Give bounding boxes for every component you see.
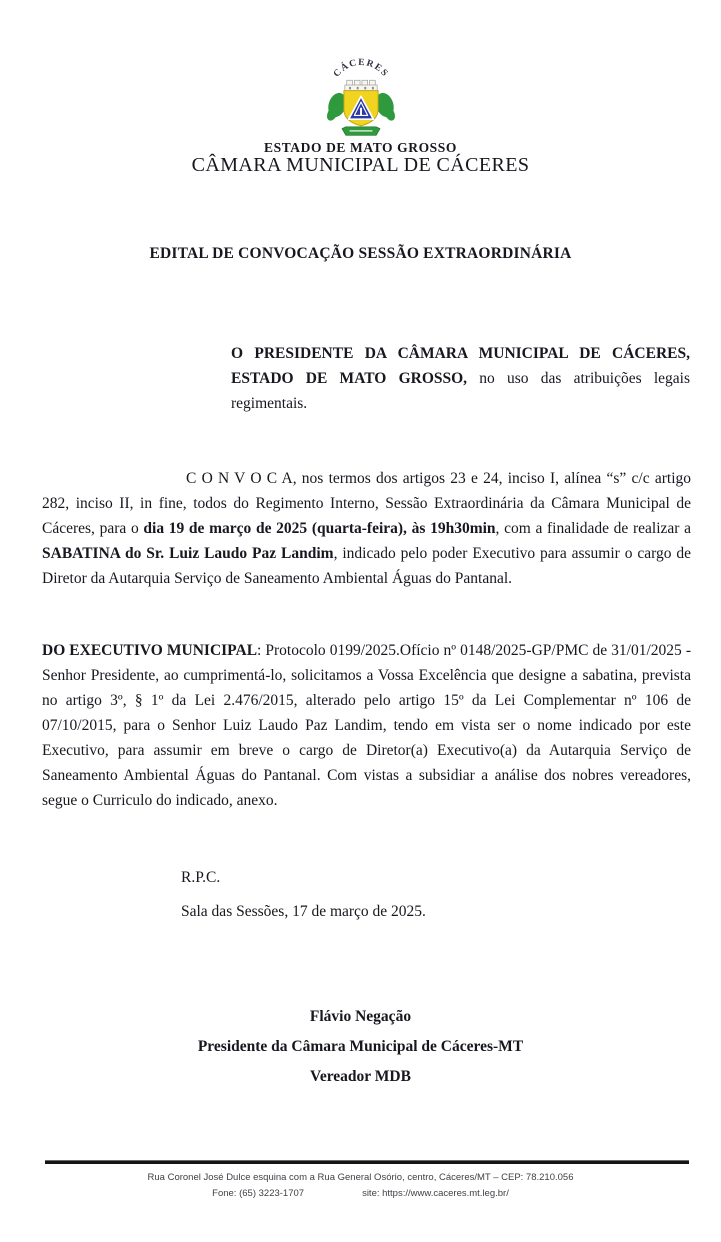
signer-name: Flávio Negação [309,1008,412,1025]
footer-address: Rua Coronel José Dulce esquina com a Rua General Osório, centro, Cáceres/MT – CEP: 78.210.056 [147,1172,574,1183]
crest-svg [323,47,399,142]
initials: R.P.C. [181,869,221,886]
crest-obelisk [360,108,362,116]
crest-banner [342,127,380,136]
organization-name: CÂMARA MUNICIPAL DE CÁCERES [191,154,530,176]
document-title: EDITAL DE CONVOCAÇÃO SESSÃO EXTRAORDINÁRIA [149,245,572,262]
footer-divider [45,1160,689,1164]
crest-crown [344,80,376,90]
caceres-coat-of-arms-icon [323,47,399,147]
crest-arc-text: CÁCERES [331,57,390,80]
state-header: ESTADO DE MATO GROSSO [263,140,457,155]
place-date-line: Sala das Sessões, 17 de março de 2025. [181,903,426,920]
footer-site-link: site: https://www.caceres.mt.leg.br/ [362,1188,509,1199]
footer [0,1170,721,1202]
footer-phone: Fone: (65) 3223-1707 [212,1188,305,1199]
signer-party: Vereador MDB [310,1068,411,1085]
convocation-paragraph: C O N V O C A, nos termos dos artigos 23 e 24, inciso I, alínea “s” c/c artigo 282, inciso II, in fine, todos do Regimento Interno, Sessão Extraordinária da Câmara Municipal de Cáceres, para o dia 19 de março de 2025 (quarta-feira), às 19h30min, com a finalidade de realizar a SABATINA do Sr. Luiz Laudo Paz Landim, indicado pelo poder Executivo para assumir o cargo de Diretor da Autarquia Serviço de Saneamento Ambiental Águas do Pantanal. [42,470,691,587]
signer-role: Presidente da Câmara Municipal de Cáceres-MT [197,1038,524,1055]
executive-paragraph: DO EXECUTIVO MUNICIPAL: Protocolo 0199/2025.Ofício nº 0148/2025-GP/PMC de 31/01/2025 - Senhor Presidente, ao cumprimentá-lo, solicitamos a Vossa Excelência que designe a sabatina, prevista no artigo 3º, § 1º da Lei 2.476/2015, alterado pelo artigo 15º da Lei Complementar nº 106 de 07/10/2015, para o Senhor Luiz Laudo Paz Landim, tendo em vista ser o nome indicado por este Executivo, para assumir em breve o cargo de Diretor(a) Executivo(a) da Autarquia Serviço de Saneamento Ambiental Águas do Pantanal. Com vistas a subsidiar a análise dos nobres vereadores, segue o Curriculo do indicado, anexo. [42,642,691,809]
preamble-paragraph: O PRESIDENTE DA CÂMARA MUNICIPAL DE CÁCERES, ESTADO DE MATO GROSSO, no uso das atribuições legais regimentais. [231,345,690,412]
